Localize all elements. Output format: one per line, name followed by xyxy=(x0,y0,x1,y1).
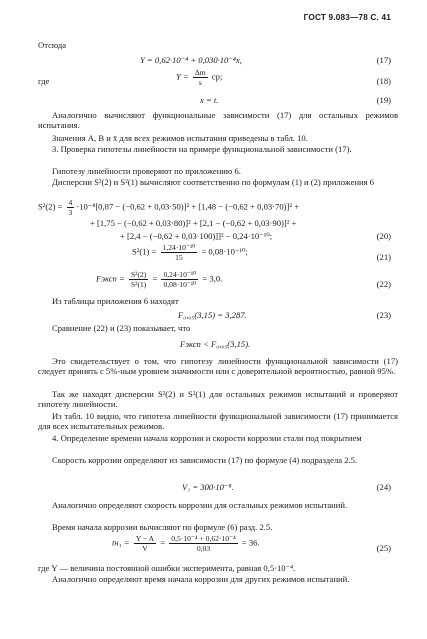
eq20-fraction xyxy=(67,198,75,218)
equation-19: x = t. xyxy=(200,95,219,105)
eq25-fraction-2 xyxy=(169,534,237,554)
equation-24-number: (24) xyxy=(376,482,391,492)
paragraph-analogichno-3: Аналогично определяют время начала коррозии для других режимов испытаний. xyxy=(52,574,350,584)
equation-18-number: (18) xyxy=(376,76,391,86)
eq22-f2-den: 0,08·10⁻¹⁰ xyxy=(163,280,197,290)
equation-23-number: (23) xyxy=(376,310,391,320)
eq18-rhs: ср; xyxy=(211,71,223,82)
paragraph-other-modes: Так же находят дисперсии S²(2) и S²(1) для остальных режимов испытаний и проверяют гипотезу линейности. xyxy=(38,389,398,410)
equation-20-line1 xyxy=(38,198,299,218)
equation-18 xyxy=(176,68,222,88)
paragraph-conclusion: Это свидетельствует о том, что гипотезу линейности функциональной зависимости (17) следует принять с 5%-ным уровнем значимости или с доверительной вероятностью, равной 95%. xyxy=(38,356,398,377)
text-gde: где xyxy=(38,76,50,86)
paragraph-where-y: где Y — величина постоянной ошибки эксперимента, равная 0,5·10⁻⁴. xyxy=(38,563,296,573)
paragraph-table-10: Из табл. 10 видно, что гипотеза линейности функциональной зависимости (17) принимается для всех испытательных режимов. xyxy=(38,411,398,432)
equation-17-number: (17) xyxy=(376,55,391,65)
equation-22 xyxy=(96,270,222,290)
eq21-frac-num: 1,24·10⁻¹⁰ xyxy=(162,243,196,252)
paragraph-corrosion-rate: Скорость коррозии определяют из зависимости (17) по формуле (4) подраздела 2.5. xyxy=(52,455,358,465)
eq22-f2-num: 0,24·10⁻¹⁰ xyxy=(163,270,197,279)
paragraph-dispersions: Дисперсии S²(2) и S²(1) вычисляют соответственно по формулам (1) и (2) приложения 6 xyxy=(52,177,375,187)
eq22-lhs: Fэксп = xyxy=(96,273,125,284)
eq20-line1-text: ·10⁻⁸[0,87 − (−0,62 + 0,03·50)]² + [1,48 − (−0,62 + 0,03·70)]² + xyxy=(76,201,299,212)
eq22-rhs: = 3,0. xyxy=(202,273,223,284)
paragraph-section-4: 4. Определение времени начала коррозии и скорости коррозии стали под покрытием xyxy=(52,433,362,443)
eq22-fraction-1 xyxy=(129,270,148,290)
eq21-frac-den: 15 xyxy=(175,253,183,263)
equation-24: V₁ = 300·10⁻⁸. xyxy=(182,482,234,492)
eq25-f1-den: V xyxy=(142,544,148,554)
eq18-fraction xyxy=(193,68,208,88)
eq22-fraction-2 xyxy=(161,270,198,290)
equation-25 xyxy=(112,534,260,554)
eq18-frac-num: Δm xyxy=(194,68,206,77)
paragraph-section-3: 3. Проверка гипотезы линейности на примере функциональной зависимости (17). xyxy=(52,144,352,154)
equation-21-number: (21) xyxy=(376,252,391,262)
paragraph-analogichno-2: Аналогично определяют скорость коррозии для остальных режимов испытаний. xyxy=(52,500,348,510)
paragraph-hypothesis: Гипотезу линейности проверяют по приложению 6. xyxy=(52,166,241,176)
eq20-frac-den: 3 xyxy=(68,208,73,218)
eq18-lhs: Y = xyxy=(176,71,189,82)
paragraph-table-lookup: Из таблицы приложения 6 находят xyxy=(52,296,179,306)
eq22-f1-num: S²(2) xyxy=(130,270,147,279)
eq21-fraction xyxy=(161,243,198,263)
eq20-lhs: S²(2) = xyxy=(38,201,63,212)
paragraph-values: Значения A, B и x̄ для всех режимов испытания приведены в табл. 10. xyxy=(52,133,308,143)
paragraph-analogichno-1: Аналогично вычисляют функциональные зависимости (17) для остальных режимов испытания. xyxy=(38,110,398,131)
eq25-fraction-1 xyxy=(134,534,156,554)
equation-23: F₀,₀₅(3,15) = 3,287. xyxy=(178,310,247,320)
eq25-rhs: = 36. xyxy=(241,537,260,548)
equation-17: Y = 0,62·10⁻⁴ + 0,030·10⁻⁴x, xyxy=(140,55,242,65)
eq25-f2-num: 0,5·10⁻⁴ + 0,62·10⁻⁴ xyxy=(171,534,236,543)
equation-20-number: (20) xyxy=(376,231,391,241)
text-otsyuda: Отсюда xyxy=(38,40,67,50)
equation-20-line2: + [1,75 − (−0,62 + 0,03·80)]² + [2,1 − (−0,62 + 0,03·90)]² + xyxy=(90,218,297,228)
equation-22-number: (22) xyxy=(376,279,391,289)
eq22-f1-den: S²(1) xyxy=(130,280,147,290)
eq25-mid: = xyxy=(160,537,166,548)
eq18-frac-den: s xyxy=(198,78,202,88)
eq25-f2-den: 0,03 xyxy=(196,544,211,554)
eq25-lhs: tн₁ = xyxy=(112,537,130,548)
eq20-frac-num: 4 xyxy=(68,198,73,207)
eq22-mid: = xyxy=(152,273,158,284)
paragraph-start-time: Время начала коррозии вычисляют по формуле (6) разд. 2.5. xyxy=(52,522,273,532)
equation-21 xyxy=(132,243,248,263)
page-header: ГОСТ 9.083—78 С. 41 xyxy=(303,13,391,22)
eq25-f1-num: Y − A xyxy=(135,534,155,543)
paragraph-comparison: Сравнение (22) и (23) показывает, что xyxy=(52,323,191,333)
equation-25-number: (25) xyxy=(376,543,391,553)
equation-19-number: (19) xyxy=(376,95,391,105)
equation-20-line3: + [2,4 − (−0,62 + 0,03·100)]]² − 0,24·10⁻¹⁰; xyxy=(120,231,273,241)
equation-comparison: Fэксп < F₀,₀₅(3,15). xyxy=(180,339,251,349)
eq21-rhs: = 0,08·10⁻¹⁰; xyxy=(201,246,248,257)
eq21-lhs: S²(1) = xyxy=(132,246,157,257)
